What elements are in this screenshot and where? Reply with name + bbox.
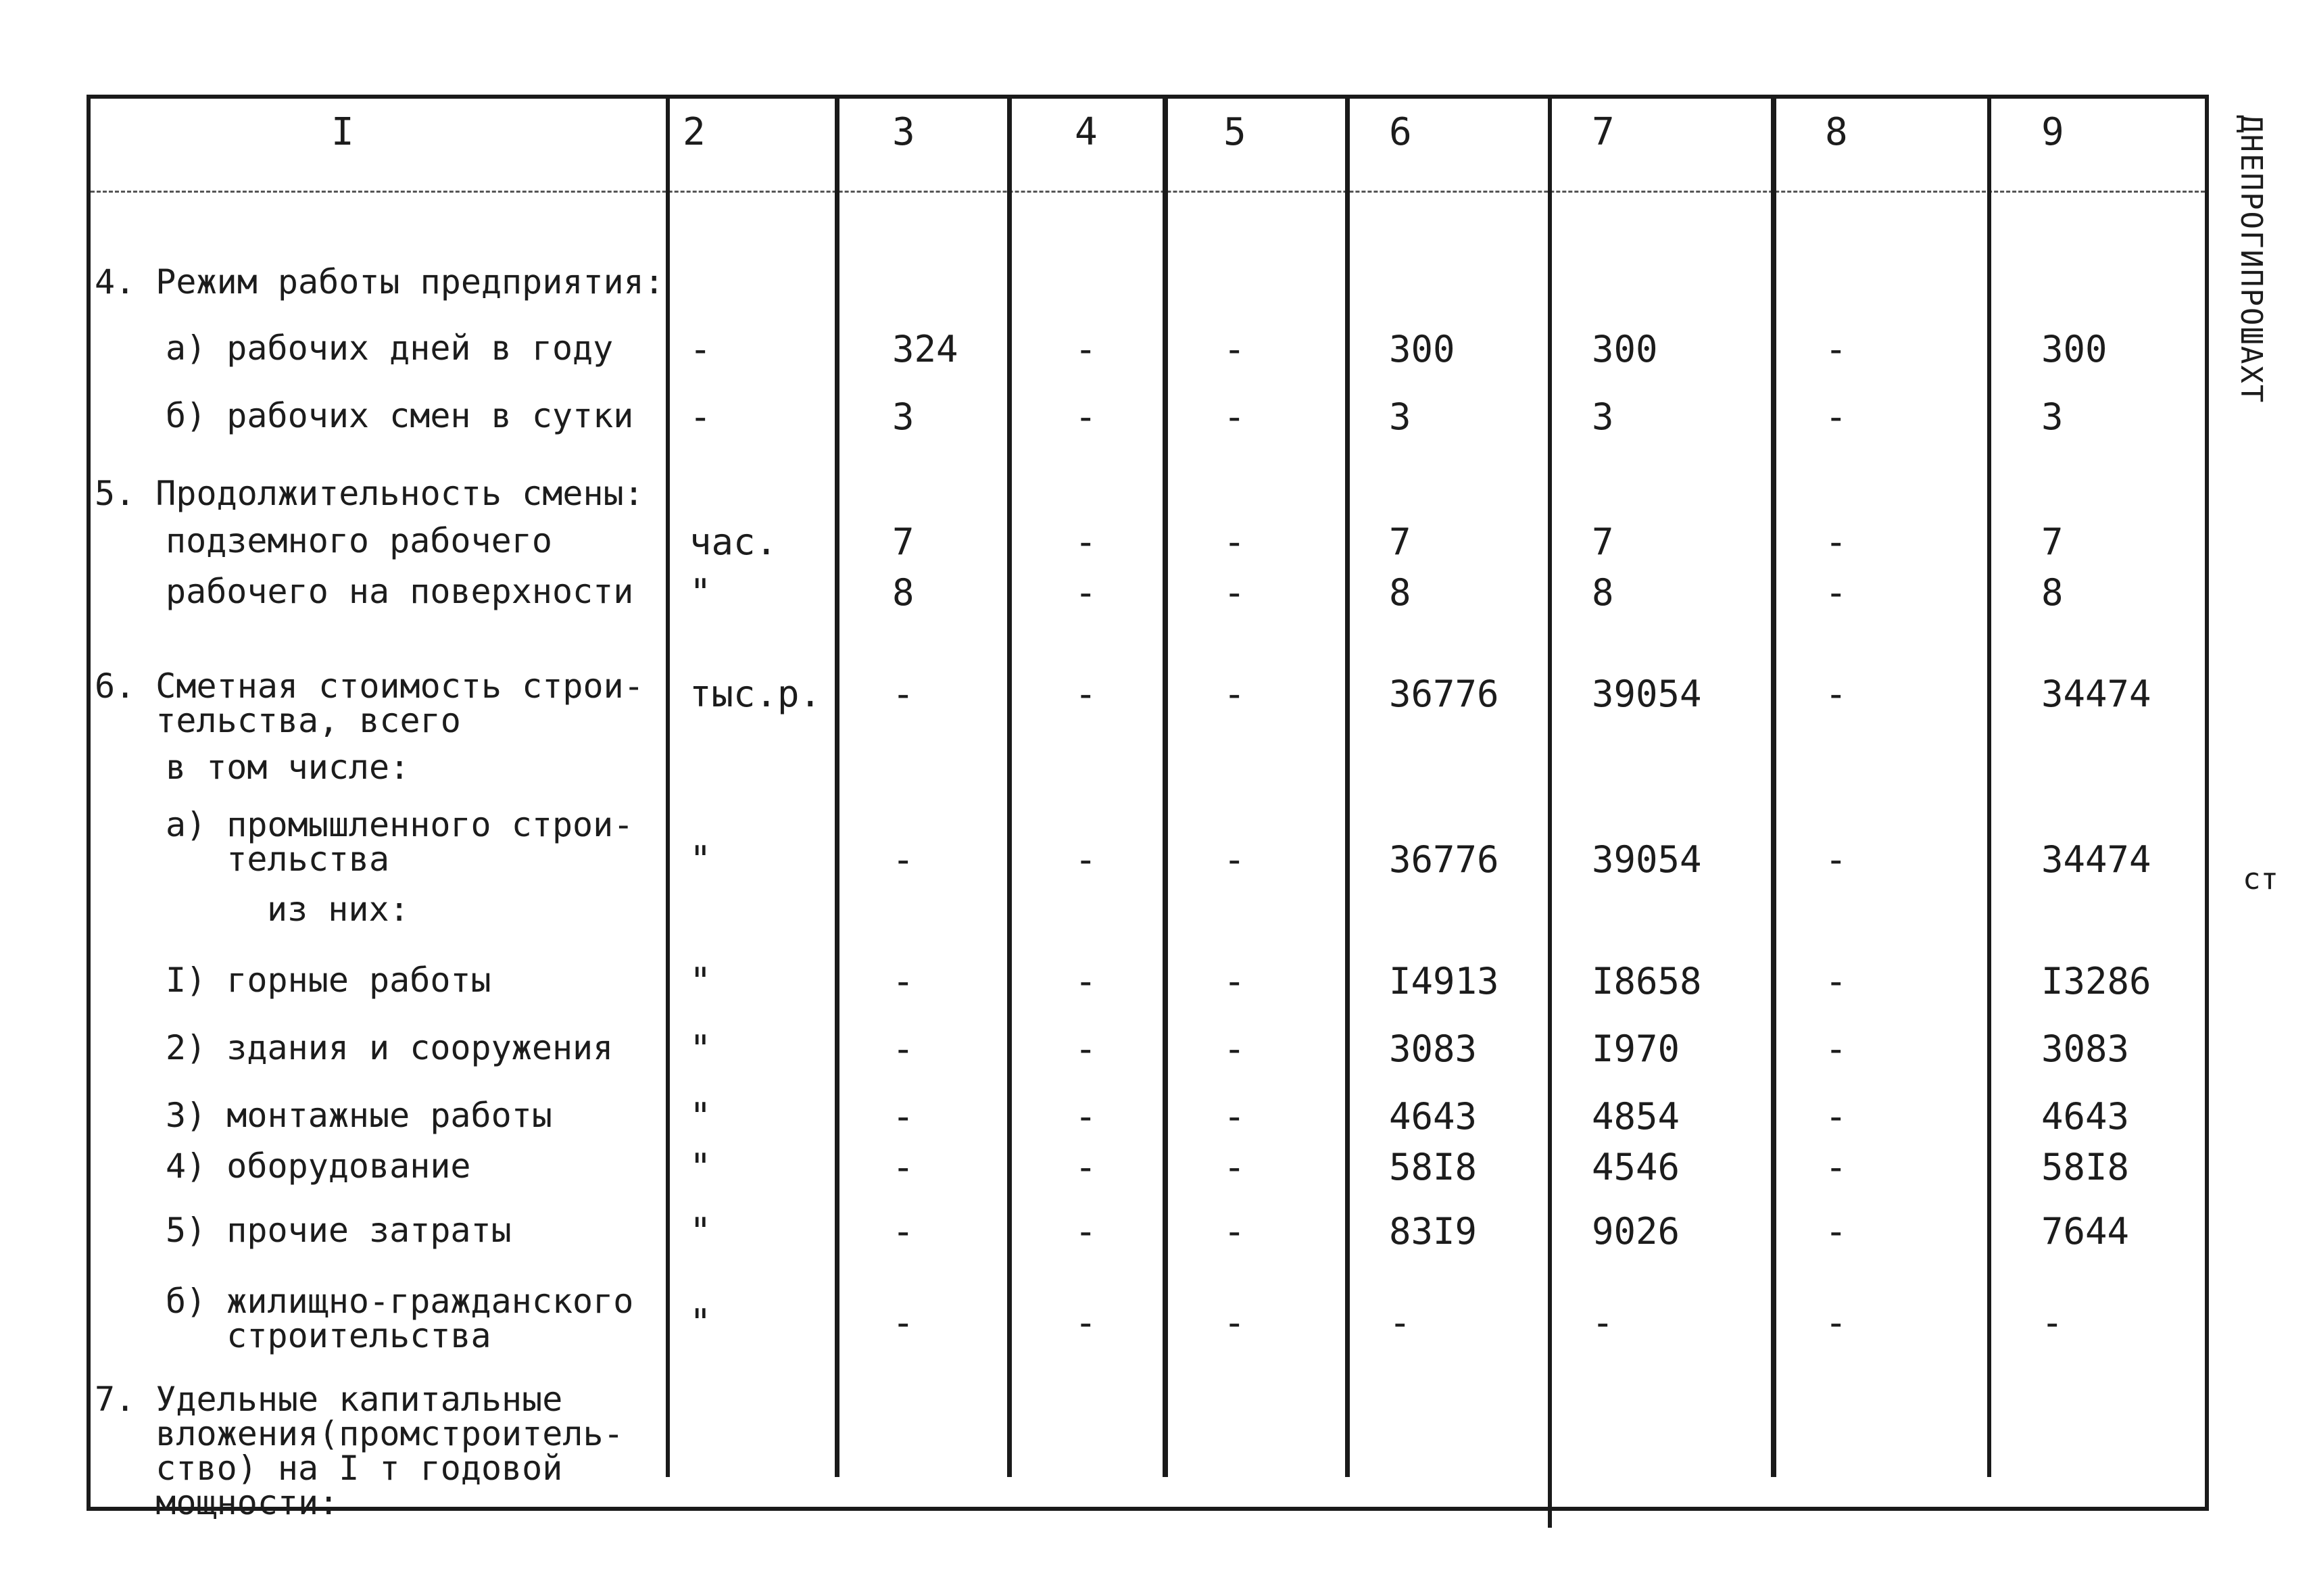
table-cell: " <box>689 571 712 614</box>
table-cell: - <box>1075 960 1097 1002</box>
table-cell: - <box>1075 1027 1097 1070</box>
table-cell: - <box>892 1027 915 1070</box>
table-cell: - <box>1223 1095 1246 1138</box>
table-cell: - <box>1075 1210 1097 1253</box>
row-label: б) рабочих смен в сутки <box>166 396 634 435</box>
table-cell: - <box>1223 960 1246 1002</box>
table-cell: - <box>689 328 712 370</box>
table-cell: - <box>1075 571 1097 614</box>
table-cell: 7 <box>1592 521 1614 563</box>
table-cell: - <box>1825 328 1847 370</box>
table-cell: - <box>892 1210 915 1253</box>
table-cell: 34474 <box>2041 838 2151 881</box>
table-cell: - <box>1825 1210 1847 1253</box>
row-label: подземного рабочего <box>166 521 552 560</box>
row-label: 6. Сметная стоимость строи- тельства, всего <box>95 667 644 740</box>
table-cell: - <box>1075 328 1097 370</box>
row-label: в том числе: <box>166 748 410 787</box>
header-divider <box>91 191 2205 193</box>
table-cell: - <box>1075 395 1097 438</box>
row-label: I) горные работы <box>166 961 491 1000</box>
table-cell: - <box>1592 1301 1614 1344</box>
table-cell: " <box>689 1146 712 1188</box>
table-cell: " <box>689 960 712 1002</box>
table-cell: - <box>1825 838 1847 881</box>
column-header: 7 <box>1592 110 1615 154</box>
table-cell: 9026 <box>1592 1210 1680 1253</box>
table-cell: - <box>1075 1146 1097 1188</box>
table-cell: 3083 <box>1389 1027 1478 1070</box>
row-label: а) рабочих дней в году <box>166 329 614 368</box>
table-cell: - <box>1825 521 1847 563</box>
table-cell: 300 <box>1592 328 1658 370</box>
table-cell: - <box>1825 673 1847 715</box>
table-cell: - <box>1223 395 1246 438</box>
side-stamp: ДНЕПРОГИПРОШАХТ <box>2234 115 2268 404</box>
table-cell: " <box>689 1301 712 1344</box>
table-cell: 7 <box>1389 521 1411 563</box>
table-cell: 300 <box>1389 328 1455 370</box>
table-cell: 83I9 <box>1389 1210 1478 1253</box>
table-cell: 4643 <box>2041 1095 2130 1138</box>
table-cell: 7644 <box>2041 1210 2130 1253</box>
table-cell: 36776 <box>1389 838 1499 881</box>
table-cell: I8658 <box>1592 960 1702 1002</box>
table-cell: 8 <box>892 571 915 614</box>
row-label: 5) прочие затраты <box>166 1211 512 1250</box>
table-cell: - <box>1825 1095 1847 1138</box>
table-cell: 34474 <box>2041 673 2151 715</box>
table-cell: - <box>1825 395 1847 438</box>
table-cell: - <box>892 1146 915 1188</box>
margin-mark: ст <box>2243 862 2279 896</box>
column-divider <box>666 98 670 1477</box>
table-cell: 36776 <box>1389 673 1499 715</box>
table-cell: " <box>689 1210 712 1253</box>
table-cell: час. <box>689 521 778 563</box>
table-cell: - <box>1825 1301 1847 1344</box>
column-header: 6 <box>1389 110 1412 154</box>
table-cell: 39054 <box>1592 838 1702 881</box>
column-divider <box>1007 98 1012 1477</box>
column-divider <box>1987 98 1991 1477</box>
table-cell: - <box>892 838 915 881</box>
table-cell: I3286 <box>2041 960 2151 1002</box>
table-cell: 8 <box>1592 571 1614 614</box>
column-header: 5 <box>1223 110 1246 154</box>
table-cell: " <box>689 838 712 881</box>
table-cell: " <box>689 1027 712 1070</box>
table-cell: - <box>1223 1146 1246 1188</box>
column-divider <box>1163 98 1168 1477</box>
table-cell: - <box>892 673 915 715</box>
column-header: 9 <box>2041 110 2064 154</box>
table-cell: 39054 <box>1592 673 1702 715</box>
table-cell: - <box>1223 521 1246 563</box>
table-cell: 8 <box>2041 571 2064 614</box>
table-cell: - <box>1075 1301 1097 1344</box>
table-cell: тыс.р. <box>689 673 822 715</box>
table-cell: I970 <box>1592 1027 1680 1070</box>
table-cell: - <box>1223 673 1246 715</box>
row-label: б) жилищно-гражданского строительства <box>166 1282 634 1355</box>
table-cell: I4913 <box>1389 960 1499 1002</box>
table-cell: - <box>1075 673 1097 715</box>
column-header: 8 <box>1825 110 1848 154</box>
row-label: 3) монтажные работы <box>166 1096 552 1135</box>
table-cell: 3 <box>1592 395 1614 438</box>
table-cell: - <box>1075 521 1097 563</box>
column-header: 3 <box>892 110 915 154</box>
table-cell: 58I8 <box>2041 1146 2130 1188</box>
table-cell: - <box>892 1095 915 1138</box>
row-label: рабочего на поверхности <box>166 572 634 611</box>
table-cell: - <box>1825 960 1847 1002</box>
table-cell: 58I8 <box>1389 1146 1478 1188</box>
table-cell: - <box>689 395 712 438</box>
row-label: 4) оборудование <box>166 1146 471 1186</box>
table-cell: 3 <box>1389 395 1411 438</box>
row-label: 7. Удельные капитальные вложения(промстроитель- ство) на I т годовой мощности: <box>95 1380 624 1522</box>
column-divider <box>1345 98 1350 1477</box>
table-cell: - <box>1223 328 1246 370</box>
table-cell: - <box>1223 1301 1246 1344</box>
column-header: 4 <box>1075 110 1098 154</box>
column-divider <box>1548 98 1552 1528</box>
table-cell: - <box>1825 571 1847 614</box>
table-cell: 3 <box>892 395 915 438</box>
row-label: из них: <box>267 890 410 929</box>
row-label: 5. Продолжительность смены: <box>95 474 644 513</box>
table-cell: - <box>1825 1027 1847 1070</box>
row-label: 4. Режим работы предприятия: <box>95 262 664 301</box>
column-divider <box>835 98 839 1477</box>
table-cell: 3 <box>2041 395 2064 438</box>
column-header: 2 <box>683 110 706 154</box>
table-cell: 7 <box>892 521 915 563</box>
column-header: I <box>331 110 354 154</box>
table-cell: - <box>1825 1146 1847 1188</box>
table-cell: - <box>1223 838 1246 881</box>
table-cell: - <box>1223 1210 1246 1253</box>
table-cell: 324 <box>892 328 958 370</box>
table-cell: " <box>689 1095 712 1138</box>
table-cell: - <box>1075 1095 1097 1138</box>
table-cell: - <box>1223 1027 1246 1070</box>
row-label: а) промышленного строи- тельства <box>166 805 634 879</box>
table-cell: - <box>892 960 915 1002</box>
table-cell: 8 <box>1389 571 1411 614</box>
column-divider <box>1771 98 1776 1477</box>
table-cell: 4854 <box>1592 1095 1680 1138</box>
table-cell: - <box>2041 1301 2064 1344</box>
table-cell: 3083 <box>2041 1027 2130 1070</box>
row-label: 2) здания и сооружения <box>166 1028 614 1067</box>
table-cell: - <box>1223 571 1246 614</box>
table-cell: 7 <box>2041 521 2064 563</box>
table-cell: 4546 <box>1592 1146 1680 1188</box>
table-cell: - <box>1075 838 1097 881</box>
table-cell: - <box>892 1301 915 1344</box>
table-cell: 4643 <box>1389 1095 1478 1138</box>
table-cell: - <box>1389 1301 1411 1344</box>
table-cell: 300 <box>2041 328 2107 370</box>
